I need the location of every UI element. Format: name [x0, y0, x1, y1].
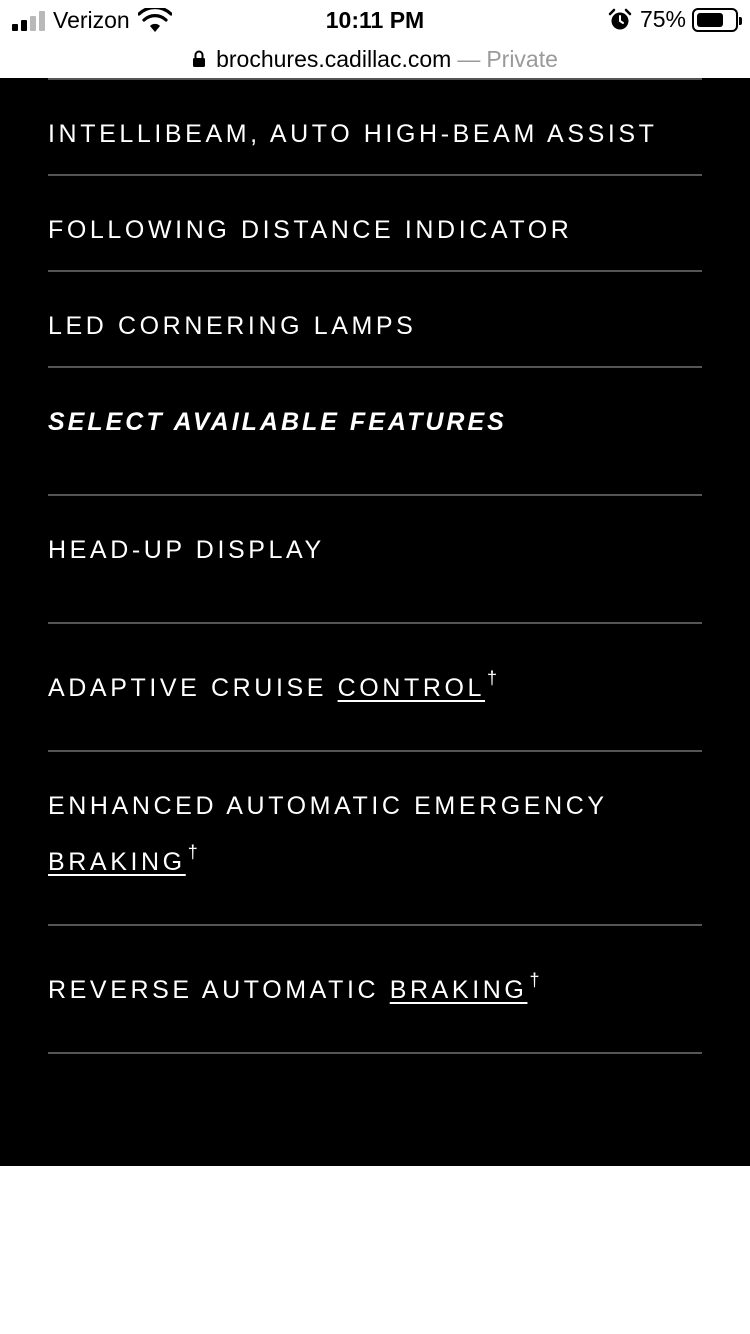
url-domain: brochures.cadillac.com [216, 45, 452, 72]
feature-head-up-display: HEAD-UP DISPLAY [48, 536, 325, 564]
braking-link[interactable]: BRAKING [48, 848, 186, 876]
divider [48, 924, 702, 926]
feature-text: ENHANCED AUTOMATIC EMERGENCY [48, 792, 608, 820]
control-link[interactable]: CONTROL [337, 674, 486, 702]
section-heading-select-features: SELECT AVAILABLE FEATURES [48, 408, 507, 436]
status-time: 10:11 PM [325, 7, 425, 33]
status-right [608, 6, 738, 33]
lock-icon [192, 50, 206, 68]
feature-intellibeam: INTELLIBEAM, AUTO HIGH-BEAM ASSIST [48, 120, 658, 148]
divider [48, 78, 702, 80]
feature-following-distance: FOLLOWING DISTANCE INDICATOR [48, 216, 573, 244]
divider [48, 270, 702, 272]
private-label: Private [486, 45, 558, 72]
feature-led-cornering-lamps: LED CORNERING LAMPS [48, 312, 417, 340]
divider [48, 1052, 702, 1054]
braking-link[interactable]: BRAKING [389, 976, 528, 1004]
divider [48, 622, 702, 624]
feature-reverse-automatic-braking [48, 957, 702, 1013]
feature-text: ADAPTIVE CRUISE [48, 674, 338, 702]
url-bar[interactable] [0, 40, 750, 78]
url-separator: — [457, 45, 481, 72]
dagger-footnote: † [487, 668, 498, 688]
status-bar [0, 0, 750, 40]
divider [48, 750, 702, 752]
divider [48, 366, 702, 368]
feature-text: REVERSE AUTOMATIC [48, 976, 390, 1004]
divider [48, 174, 702, 176]
dagger-footnote: † [529, 970, 540, 990]
feature-list [0, 78, 750, 1166]
feature-enhanced-automatic-emergency-braking [48, 783, 702, 885]
battery-icon [692, 8, 738, 32]
divider [48, 494, 702, 496]
alarm-clock-icon [608, 8, 632, 32]
dagger-footnote: † [187, 842, 198, 862]
feature-adaptive-cruise-control [48, 655, 702, 711]
carrier-name: Verizon [53, 7, 130, 33]
battery-percentage: 75% [639, 6, 686, 32]
